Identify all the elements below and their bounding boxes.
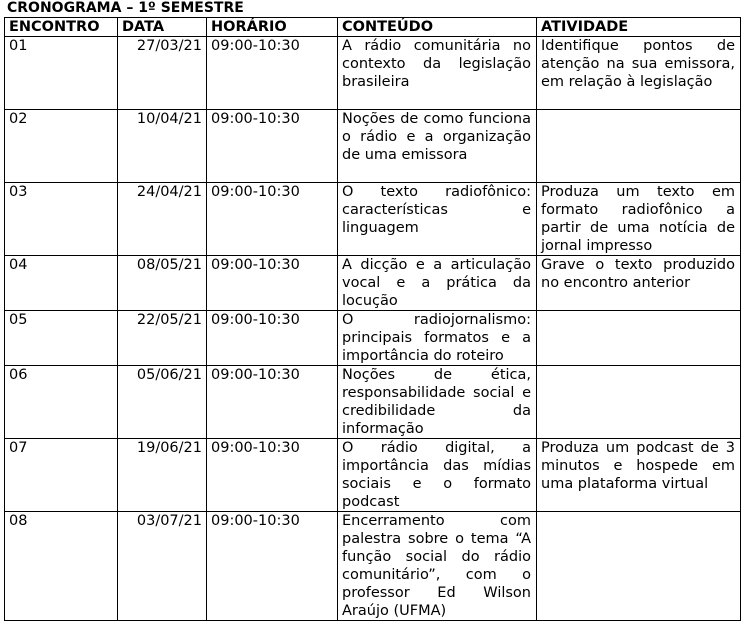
cell-encontro: 04 <box>5 256 118 311</box>
cell-conteudo: O rádio digital, a importância das mídias sociais e o formato podcast <box>338 439 537 512</box>
table-row <box>5 110 741 183</box>
table-row <box>5 183 741 256</box>
table-row <box>5 366 741 439</box>
cell-atividade <box>537 311 741 366</box>
cell-horario: 09:00-10:30 <box>207 512 338 621</box>
cell-horario: 09:00-10:30 <box>207 311 338 366</box>
table-header-row <box>5 18 741 37</box>
cell-data: 22/05/21 <box>118 311 207 366</box>
cell-conteudo: Noções de como funciona o rádio e a organização de uma emissora <box>338 110 537 183</box>
cell-data: 24/04/21 <box>118 183 207 256</box>
cell-encontro: 01 <box>5 37 118 110</box>
cell-encontro: 02 <box>5 110 118 183</box>
cell-conteudo: O texto radiofônico: características e linguagem <box>338 183 537 256</box>
header-encontro: ENCONTRO <box>5 18 118 37</box>
cell-atividade <box>537 366 741 439</box>
schedule-table <box>4 17 741 621</box>
cell-atividade: Identifique pontos de atenção na sua emissora, em relação à legislação <box>537 37 741 110</box>
cell-atividade <box>537 110 741 183</box>
cell-encontro: 05 <box>5 311 118 366</box>
header-atividade: ATIVIDADE <box>537 18 741 37</box>
cell-horario: 09:00-10:30 <box>207 110 338 183</box>
cell-conteudo: O radiojornalismo: principais formatos e a importância do roteiro <box>338 311 537 366</box>
cell-encontro: 06 <box>5 366 118 439</box>
cell-horario: 09:00-10:30 <box>207 366 338 439</box>
cell-data: 08/05/21 <box>118 256 207 311</box>
cell-conteudo: Encerramento com palestra sobre o tema “A função social do rádio comunitário”, com o professor Ed Wilson Araújo (UFMA) <box>338 512 537 621</box>
cell-encontro: 03 <box>5 183 118 256</box>
table-row <box>5 37 741 110</box>
table-row <box>5 512 741 621</box>
cell-data: 03/07/21 <box>118 512 207 621</box>
cell-horario: 09:00-10:30 <box>207 439 338 512</box>
cell-conteudo: Noções de ética, responsabilidade social e credibilidade da informação <box>338 366 537 439</box>
table-row <box>5 439 741 512</box>
header-horario: HORÁRIO <box>207 18 338 37</box>
table-row <box>5 256 741 311</box>
cell-conteudo: A dicção e a articulação vocal e a prática da locução <box>338 256 537 311</box>
page-title: CRONOGRAMA – 1º SEMESTRE <box>7 0 244 16</box>
cell-data: 05/06/21 <box>118 366 207 439</box>
cell-data: 10/04/21 <box>118 110 207 183</box>
cell-data: 19/06/21 <box>118 439 207 512</box>
cell-atividade: Grave o texto produzido no encontro anterior <box>537 256 741 311</box>
cell-data: 27/03/21 <box>118 37 207 110</box>
cell-encontro: 07 <box>5 439 118 512</box>
cell-conteudo: A rádio comunitária no contexto da legislação brasileira <box>338 37 537 110</box>
cell-horario: 09:00-10:30 <box>207 256 338 311</box>
header-conteudo: CONTEÚDO <box>338 18 537 37</box>
table-row <box>5 311 741 366</box>
cell-horario: 09:00-10:30 <box>207 183 338 256</box>
cell-horario: 09:00-10:30 <box>207 37 338 110</box>
header-data: DATA <box>118 18 207 37</box>
cell-atividade: Produza um podcast de 3 minutos e hospede em uma plataforma virtual <box>537 439 741 512</box>
cell-encontro: 08 <box>5 512 118 621</box>
cell-atividade: Produza um texto em formato radiofônico a partir de uma notícia de jornal impresso <box>537 183 741 256</box>
cell-atividade <box>537 512 741 621</box>
